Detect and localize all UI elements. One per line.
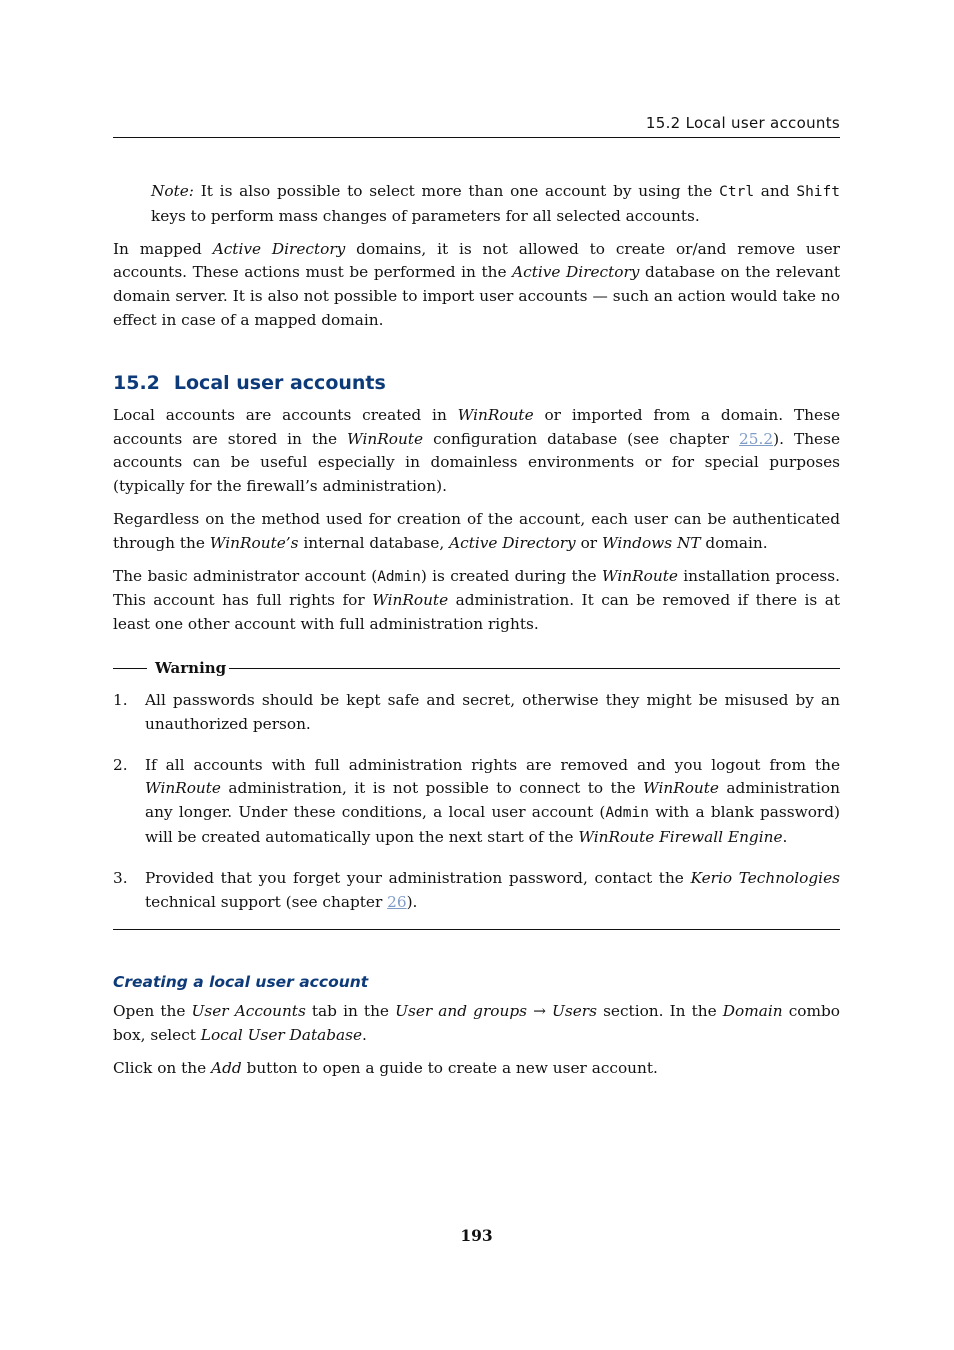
local-accounts-paragraph: Local accounts are accounts created in WinRoute or imported from a domain. These accounts are stored in the WinRoute configuration database (see chapter 25.2). These accounts can be useful especially in domainless environments or for special purposes (typically for the firewall’s administration). (113, 405, 840, 496)
warning-rule-left (113, 668, 147, 669)
warning-item: 2. If all accounts with full administration rights are removed and you logout from the WinRoute administration, it is not possible to connect to the WinRoute administration any longer. Under these conditions, a local user account (Admin with a blank password) will be created automatically upon the next start of the WinRoute Firewall Engine. (113, 755, 840, 846)
warning-rule-right (229, 668, 840, 669)
ctrl-key: Ctrl (719, 184, 755, 200)
page-number: 193 (460, 1226, 493, 1245)
admin-account-name: Admin (377, 568, 421, 585)
running-head: 15.2 Local user accounts (645, 114, 840, 132)
section-number: 15.2 (113, 371, 160, 394)
warning-list (113, 689, 840, 914)
chapter-link-26[interactable]: 26 (387, 892, 407, 911)
admin-account-paragraph: The basic administrator account (Admin) is created during the WinRoute installation process. This account has full rights for WinRoute administration. It can be removed if there is at least one other account with full administration rights. (113, 566, 841, 634)
subsection-heading: Creating a local user account (113, 973, 369, 992)
warning-title: Warning (153, 657, 228, 681)
header-rule (113, 137, 840, 138)
authentication-paragraph: Regardless on the method used for creation of the account, each user can be authenticated through the WinRoute’s internal database, Active Directory or Windows NT domain. (113, 509, 840, 552)
warning-bottom-rule (113, 929, 840, 930)
chapter-link-25-2[interactable]: 25.2 (739, 429, 774, 448)
shift-key: Shift (796, 184, 840, 200)
page-body (113, 180, 840, 1081)
section-title: Local user accounts (173, 371, 386, 394)
warning-item: 3. Provided that you forget your administration password, contact the Kerio Technologies technical support (see chapter 26). (113, 868, 840, 911)
active-directory-paragraph: In mapped Active Directory domains, it is not allowed to create or/and remove user accounts. These actions must be performed in the Active Directory database on the relevant domain server. It is also not possible to import user accounts — such an action would take no effect in case of a mapped domain. (113, 239, 840, 329)
open-tab-paragraph: Open the User Accounts tab in the User and groups → Users section. In the Domain combo box, select Local User Database. (113, 1002, 840, 1045)
warning-header (113, 657, 840, 681)
warning-item: 1. All passwords should be kept safe and secret, otherwise they might be misused by an unauthorized person. (113, 690, 840, 733)
note-paragraph: Note: It is also possible to select more than one account by using the Ctrl and Shift keys to perform mass changes of parameters for all selected accounts. (151, 182, 840, 225)
section-heading (113, 371, 840, 395)
add-button-paragraph: Click on the Add button to open a guide to create a new user account. (113, 1058, 658, 1077)
note-label: Note: (151, 182, 194, 200)
